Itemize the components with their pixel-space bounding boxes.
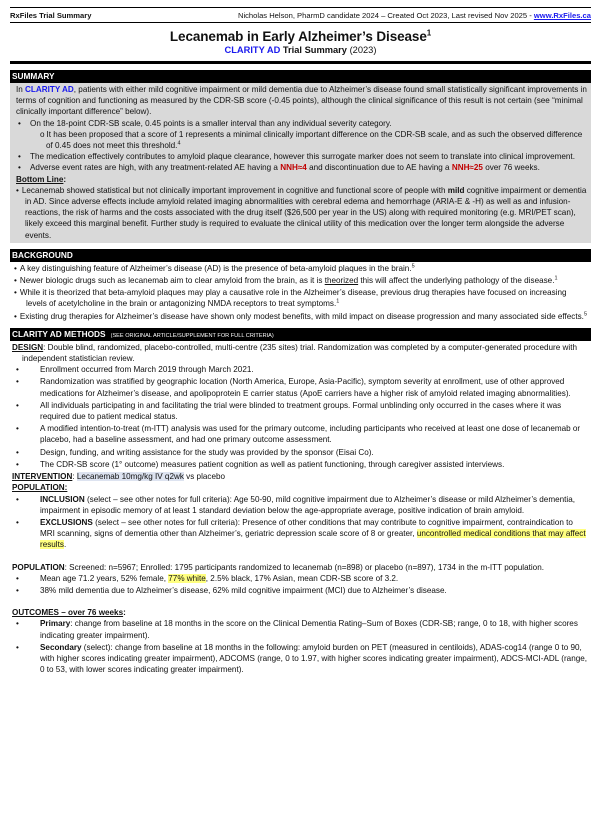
methods-body (10, 341, 591, 675)
nnh-value: NNH≈4 (280, 163, 307, 173)
summary-box (10, 83, 591, 243)
highlighted-demographic: 77% white (168, 573, 206, 583)
outcomes-label: OUTCOMES – over 76 weeks: (12, 608, 126, 618)
page-header (10, 8, 591, 22)
nnh-value: NNH≈25 (451, 163, 483, 173)
bottom-line-label: Bottom Line: (16, 174, 67, 184)
bottom-line-text: • Lecanemab showed statistical but not clinically important improvement in cognitive and functional score of people with mild cognitive impairment or dementia in AD. Since adverse effects include amyloid related imaging abnormalities with cerebral edema and hemorrhage (ARIA-E & -H) as well as and infusion-reactions, the risk of harms and the costs associated with the drug itself ($26,500 per year in the US) along with required monitoring (e.g. MRI/PET scan), likely exceed this marginal benefit. Further study is required to evaluate the clinical utility of this medication over the longer term alongside the adverse events. (16, 185, 587, 241)
summary-bullet: • On the 18-point CDR-SB scale, 0.45 points is a smaller interval than any individual severity category. (16, 118, 587, 129)
demographics-bullet: • 38% mild dementia due to Alzheimer’s disease, 62% mild cognitive impairment (MCI) due to Alzheimer’s disease. (12, 585, 589, 596)
design-paragraph: DESIGN: Double blind, randomized, placebo-controlled, multi-centre (235 sites) trial. Randomization was completed by a computer-generated procedure with independent statistician review. (12, 342, 577, 364)
page-title (10, 29, 591, 44)
design-bullet: • Design, funding, and writing assistance for the study was provided by the sponsor (Eisai Co). (12, 447, 589, 458)
design-bullet: • All individuals participating in and facilitating the trial were blinded to treatment groups. Formal unblinding only occurred in the cases where it was required due to patient medical status. (12, 400, 589, 422)
design-bullets (12, 364, 589, 470)
secondary-outcome: • Secondary (select): change from baseline at 18 months in the following: amyloid burden on PET (measured in centiloids), ADAS-cog14 (range 0 to 90, with higher scores indicating greater impairment), ADCOMS (range, 0 to 1.97, with higher scores indicating greater impairment), ADCS-MCI-ADL (range, 0 to 53, with lower scores indicating greater impairment). (12, 642, 589, 676)
summary-sub-bullet: o It has been proposed that a score of 1 represents a minimal clinically important difference on the CDR-SB scale, and as such the observed difference of 0.45 does not meet this threshold.$^4$ (40, 129, 583, 151)
design-bullet: • Randomization was stratified by geographic location (North America, Europe, Asia-Pacific), symptom severity at enrollment, use of other approved medications for Alzheimer’s disease, and apolipoprotein E carrier status (ApoE carriers have a higher risk of amyloid related imaging abnormalities). (12, 376, 589, 398)
document-page (0, 7, 601, 675)
header-author: Nicholas Helson, PharmD candidate 2024 – Created Oct 2023, Last revised Nov 2025 - (237, 10, 534, 20)
design-bullet: • Enrollment occurred from March 2019 through March 2021. (12, 364, 589, 375)
highlighted-exclusion: uncontrolled medical conditions that may affect results (40, 529, 586, 550)
title-rule (10, 61, 591, 64)
header-source: RxFiles Trial Summary (10, 10, 92, 20)
design-bullet: • The CDR-SB score (1° outcome) measures patient cognition as well as patient functioning, through caregiver assisted interviews. (12, 459, 589, 470)
summary-intro: In CLARITY AD, patients with either mild cognitive impairment or mild dementia due to Alzheimer’s disease found small statistically significant improvements in terms of cognition and functioning as measured by the CDR-SB score (-0.45 points), although the clinical significance of this result is not certain (see “minimal clinically important difference” below). (16, 85, 587, 117)
background-item: • Newer biologic drugs such as lecanemab aim to clear amyloid from the brain, as it is theorized this will affect the underlying pathology of the disease.$^1$ (12, 275, 589, 286)
design-bullet: • A modified intention-to-treat (m-ITT) analysis was used for the primary outcome, including participants who received at least one dose of lecanemab or placebo, had a baseline assessment, and had one primary outcome assessment. (12, 423, 589, 445)
trial-name-inline: CLARITY AD (25, 85, 74, 94)
inclusion-criteria: • INCLUSION (select – see other notes for full criteria): Age 50-90, mild cognitive impairment due to Alzheimer’s disease or mild Alzheimer’s dementia, impairment in episodic memory of at least 1 standard deviation below the age-appropriate average, positive indication of brain amyloid. (12, 494, 589, 516)
subtitle-text: Trial Summary (280, 45, 347, 55)
demographics-bullet: • Mean age 71.2 years, 52% female, 77% white, 2.5% black, 17% Asian, mean CDR-SB score of 3.2. (12, 573, 589, 584)
background-list (10, 262, 591, 322)
rxfiles-link[interactable]: www.RxFiles.ca (533, 10, 591, 20)
population-label: POPULATION: (12, 483, 68, 493)
header-credits (238, 11, 591, 20)
page-subtitle (10, 45, 591, 55)
background-item: • While it is theorized that beta-amyloid plaques may play a causative role in the Alzheimer’s disease, previous drug therapies have focused on increasing levels of acetylcholine in the brain or antagonizing NMDA receptors to treat symptoms.$^1$ (12, 287, 589, 309)
summary-bullet: • The medication effectively contributes to amyloid plaque clearance, however this surrogate marker does not seem to translate into clinical improvement. (16, 151, 587, 162)
primary-outcome: • Primary: change from baseline at 18 months in the score on the Clinical Dementia Rating–Sum of Boxes (CDR-SB; range, 0 to 18, with higher scores indicating greater impairment). (12, 618, 589, 640)
summary-bullet: • Adverse event rates are high, with any treatment-related AE having a NNH≈4 and discontinuation due to AE having a NNH≈25 over 76 weeks. (16, 162, 587, 173)
title-ref: 1 (426, 28, 432, 38)
section-header-methods: CLARITY AD METHODS (SEE ORIGINAL ARTICLE/SUPPLEMENT FOR FULL CRITERIA) (10, 328, 591, 341)
exclusion-criteria: • EXCLUSIONS (select – see other notes for full criteria): Presence of other conditions that may contribute to cognitive impairment, contraindication to MRI scanning, signs of dementia other than Alzheimer’s, geriatric depression scale score of 8 or greater, uncontrolled medical conditions that may affect results. (12, 517, 589, 551)
background-item: • A key distinguishing feature of Alzheimer’s disease (AD) is the presence of beta-amyloid plaques in the brain.$^5$ (12, 263, 589, 274)
intervention-line: INTERVENTION: Lecanemab 10mg/kg IV q2wk vs placebo (12, 472, 226, 482)
subtitle-year: (2023) (346, 45, 377, 55)
section-header-background: BACKGROUND (10, 249, 591, 262)
title-text: Lecanemab in Early Alzheimer’s Disease (169, 29, 427, 44)
section-header-summary: SUMMARY (10, 70, 591, 83)
trial-name: CLARITY AD (224, 45, 281, 55)
intervention-dose: Lecanemab 10mg/kg IV q2wk (76, 472, 184, 482)
header-rule (10, 22, 591, 23)
population-enrollment: POPULATION: Screened: n=5967; Enrolled: 1795 participants randomized to lecanemab (n=898) or placebo (n=897), 1734 in the m-ITT population. (12, 562, 544, 572)
background-item: • Existing drug therapies for Alzheimer’s disease have shown only modest benefits, with mild impact on disease progression and many associated side effects.$^5$ (12, 311, 589, 322)
methods-note: (SEE ORIGINAL ARTICLE/SUPPLEMENT FOR FULL CRITERIA) (110, 332, 274, 339)
